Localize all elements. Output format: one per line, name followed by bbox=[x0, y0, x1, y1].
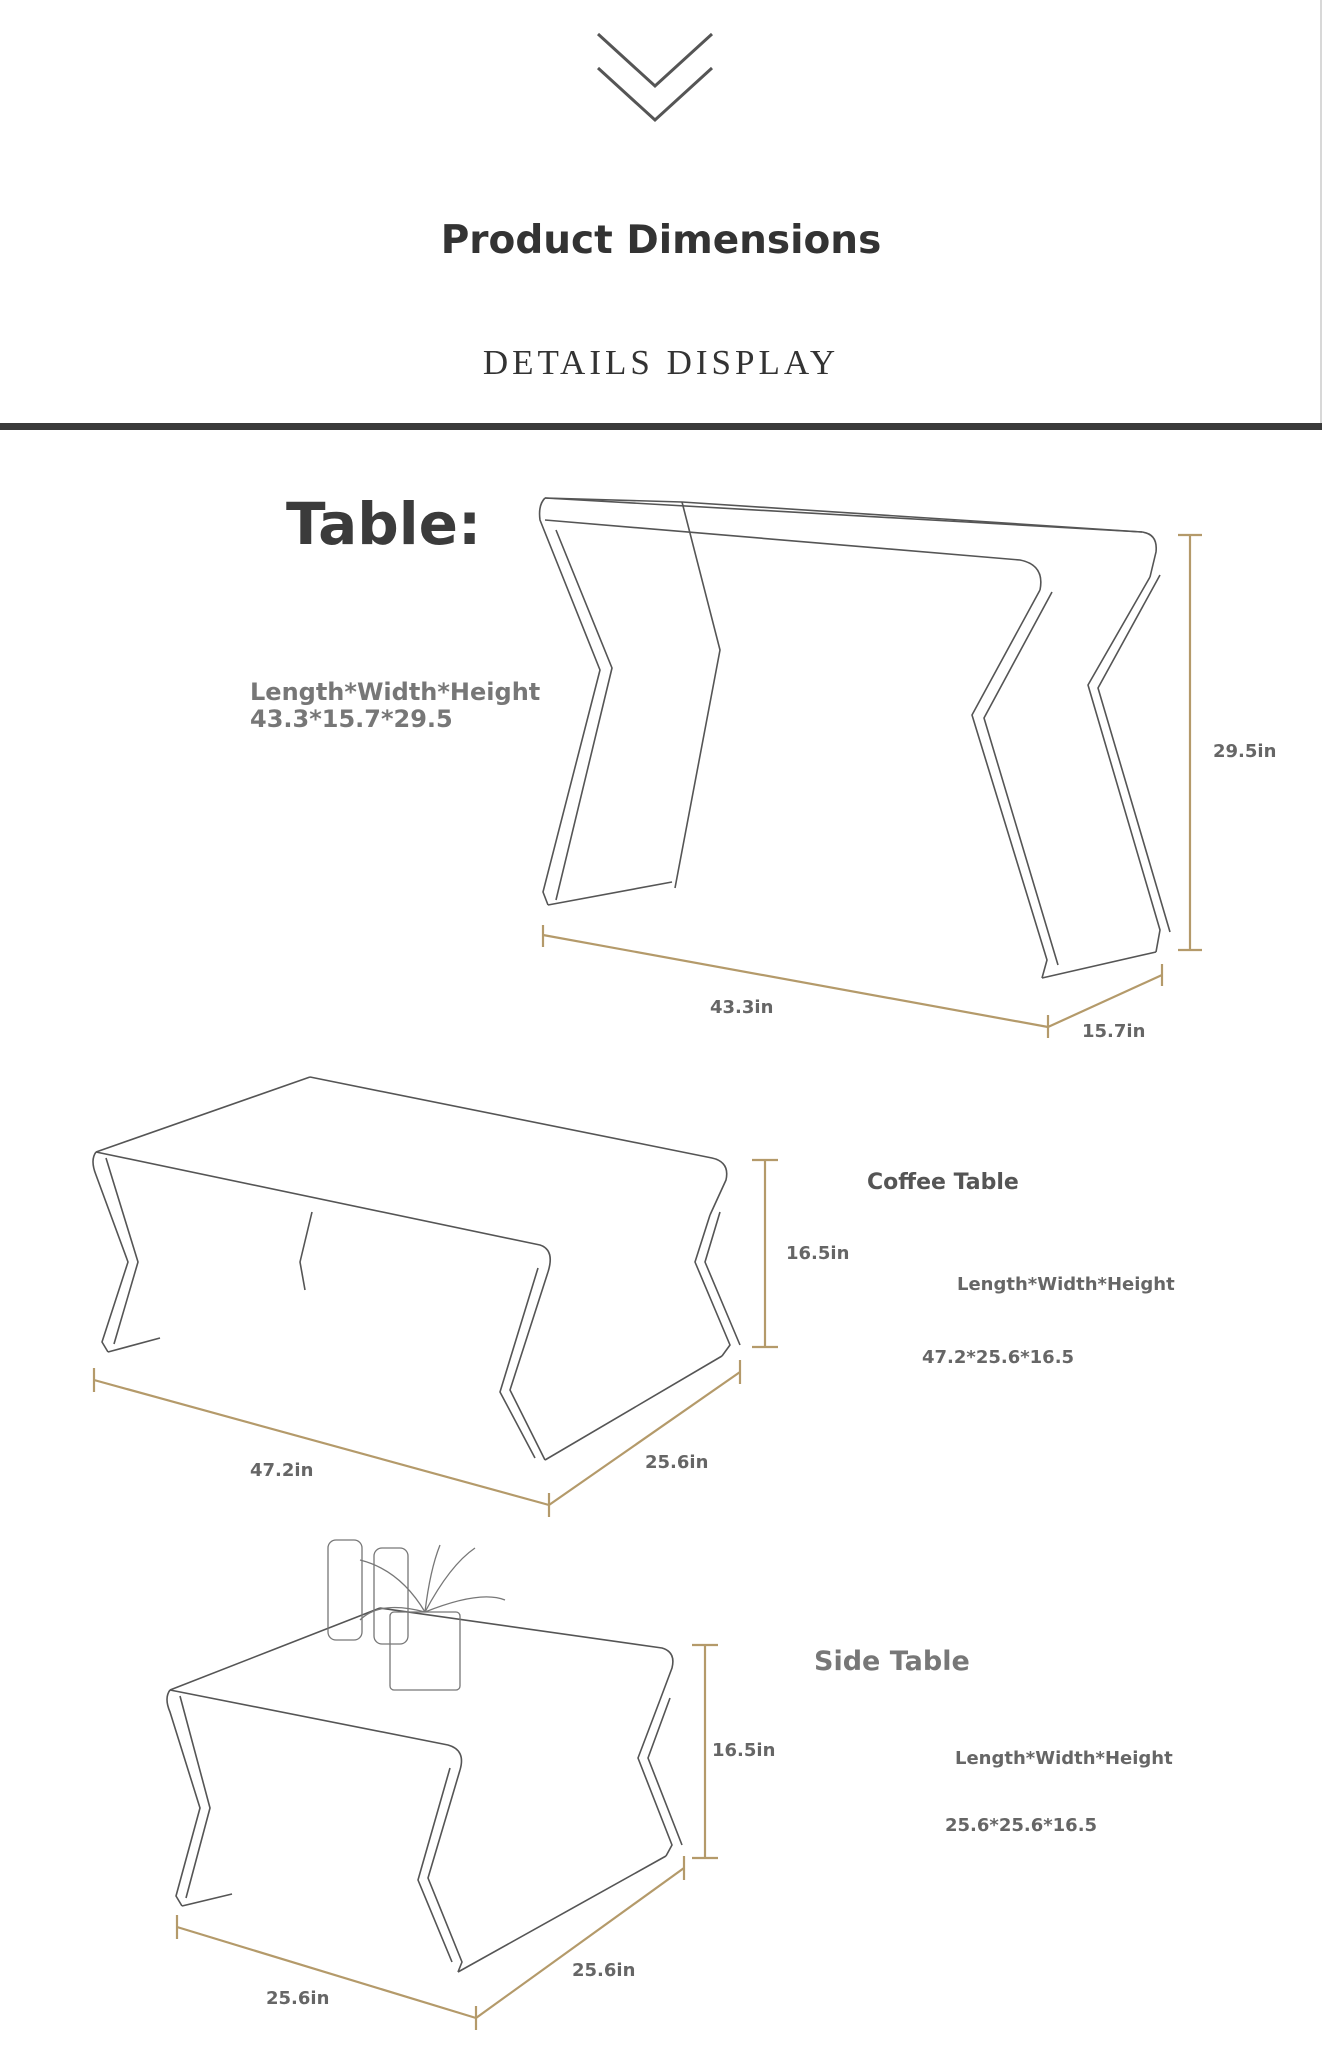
coffee-table-dims-label: Length*Width*Height bbox=[957, 1274, 1175, 1295]
side-table-illustration bbox=[167, 1608, 682, 1972]
table-dims-value: 43.3*15.7*29.5 bbox=[250, 705, 453, 733]
side-table-dims-label: Length*Width*Height bbox=[955, 1748, 1173, 1769]
table-width-label: 15.7in bbox=[1082, 1021, 1146, 1042]
console-table-illustration bbox=[540, 498, 1170, 978]
coffee-table-heading: Coffee Table bbox=[867, 1170, 1019, 1195]
page-title: Product Dimensions bbox=[440, 218, 882, 263]
coffee-table-width-label: 25.6in bbox=[645, 1452, 709, 1473]
coffee-table-length-label: 47.2in bbox=[250, 1460, 314, 1481]
decor-cans-plant-illustration bbox=[328, 1540, 505, 1690]
side-table-height-label: 16.5in bbox=[712, 1740, 776, 1761]
coffee-table-dims-value: 47.2*25.6*16.5 bbox=[922, 1347, 1075, 1368]
table-dims-label: Length*Width*Height bbox=[250, 678, 541, 706]
coffee-table-height-label: 16.5in bbox=[786, 1243, 850, 1264]
side-table-heading: Side Table bbox=[814, 1646, 970, 1677]
table-heading: Table: bbox=[286, 490, 482, 558]
side-table-length-label: 25.6in bbox=[266, 1988, 330, 2009]
console-dimension-lines bbox=[543, 535, 1202, 1038]
coffee-table-illustration bbox=[93, 1077, 740, 1460]
side-table-width-label: 25.6in bbox=[572, 1960, 636, 1981]
side-table-dims-value: 25.6*25.6*16.5 bbox=[945, 1815, 1098, 1836]
side-dimension-lines bbox=[177, 1645, 718, 2030]
page-subtitle: DETAILS DISPLAY bbox=[482, 343, 840, 382]
table-length-label: 43.3in bbox=[710, 997, 774, 1018]
table-height-label: 29.5in bbox=[1213, 741, 1277, 762]
